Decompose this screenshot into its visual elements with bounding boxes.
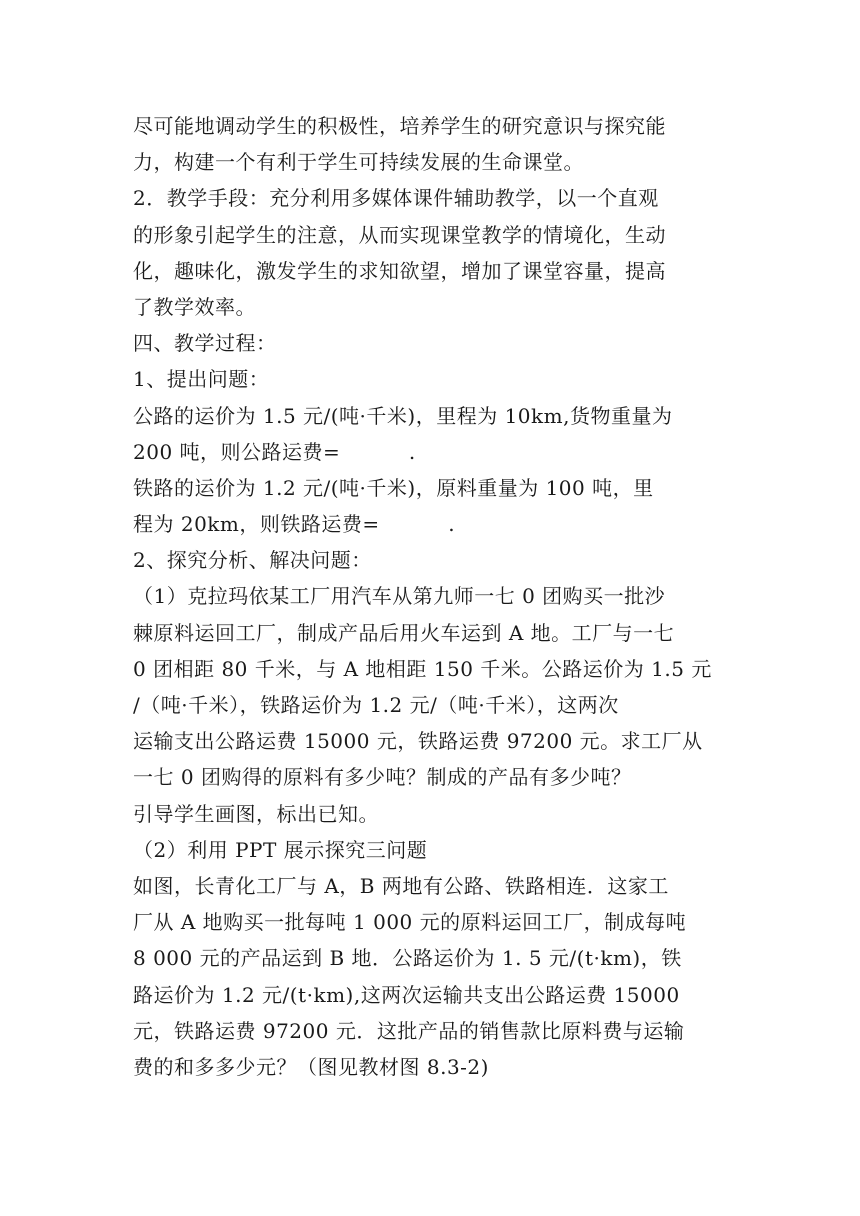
text-line: 8 000 元的产品运到 B 地．公路运价为 1. 5 元/(t·km)，铁 [133, 946, 682, 971]
text-line: 一七 0 团购得的原料有多少吨？制成的产品有多少吨？ [133, 765, 632, 790]
text-line: 了教学效率。 [133, 294, 256, 319]
text-line: 尽可能地调动学生的积极性，培养学生的研究意识与探究能 [133, 114, 666, 138]
text-line: 引导学生画图，标出已知。 [133, 801, 379, 826]
text-line: 厂从 A 地购买一批每吨 1 000 元的原料运回工厂，制成每吨 [133, 910, 687, 935]
text-line: 费的和多多少元？（图见教材图 8.3-2) [133, 1054, 489, 1079]
subsection-heading: 2、探究分析、解决问题： [133, 548, 372, 573]
text-line: 200 吨，则公路运费= . [133, 439, 416, 464]
text-line: 2．教学手段：充分利用多媒体课件辅助教学，以一个直观 [133, 186, 659, 211]
text-line: （1）克拉玛依某工厂用汽车从第九师一七 0 团购买一批沙 [133, 584, 666, 609]
text-line: 运输支出公路运费 15000 元，铁路运费 97200 元。求工厂从 [133, 729, 703, 754]
text-line: 元，铁路运费 97200 元．这批产品的销售款比原料费与运输 [133, 1018, 685, 1043]
text-line: 力，构建一个有利于学生可持续发展的生命课堂。 [133, 150, 584, 175]
text-line: /（吨·千米），铁路运价为 1.2 元/（吨·千米），这两次 [133, 693, 619, 717]
text-line: 的形象引起学生的注意，从而实现课堂教学的情境化，生动 [133, 222, 666, 247]
text-line: 棘原料运回工厂，制成产品后用火车运到 A 地。工厂与一七 [133, 620, 675, 645]
text-line: 程为 20km，则铁路运费= . [133, 512, 456, 537]
text-line: 0 团相距 80 千米，与 A 地相距 150 千米。公路运价为 1.5 元 [133, 656, 712, 681]
text-line: 铁路的运价为 1.2 元/(吨·千米)，原料重量为 100 吨，里 [133, 475, 654, 500]
text-line: 路运价为 1.2 元/(t·km),这两次运输共支出公路运费 15000 [133, 982, 680, 1007]
text-line: 如图，长青化工厂与 A，B 两地有公路、铁路相连．这家工 [133, 873, 669, 898]
text-line: 公路的运价为 1.5 元/(吨·千米)，里程为 10km,货物重量为 [133, 403, 673, 428]
subsection-heading: 1、提出问题： [133, 367, 270, 392]
section-heading: 四、教学过程： [133, 331, 277, 356]
text-line: 化，趣味化，激发学生的求知欲望，增加了课堂容量，提高 [133, 258, 666, 283]
document-page [133, 108, 733, 1085]
text-line: （2）利用 PPT 展示探究三问题 [133, 837, 428, 862]
